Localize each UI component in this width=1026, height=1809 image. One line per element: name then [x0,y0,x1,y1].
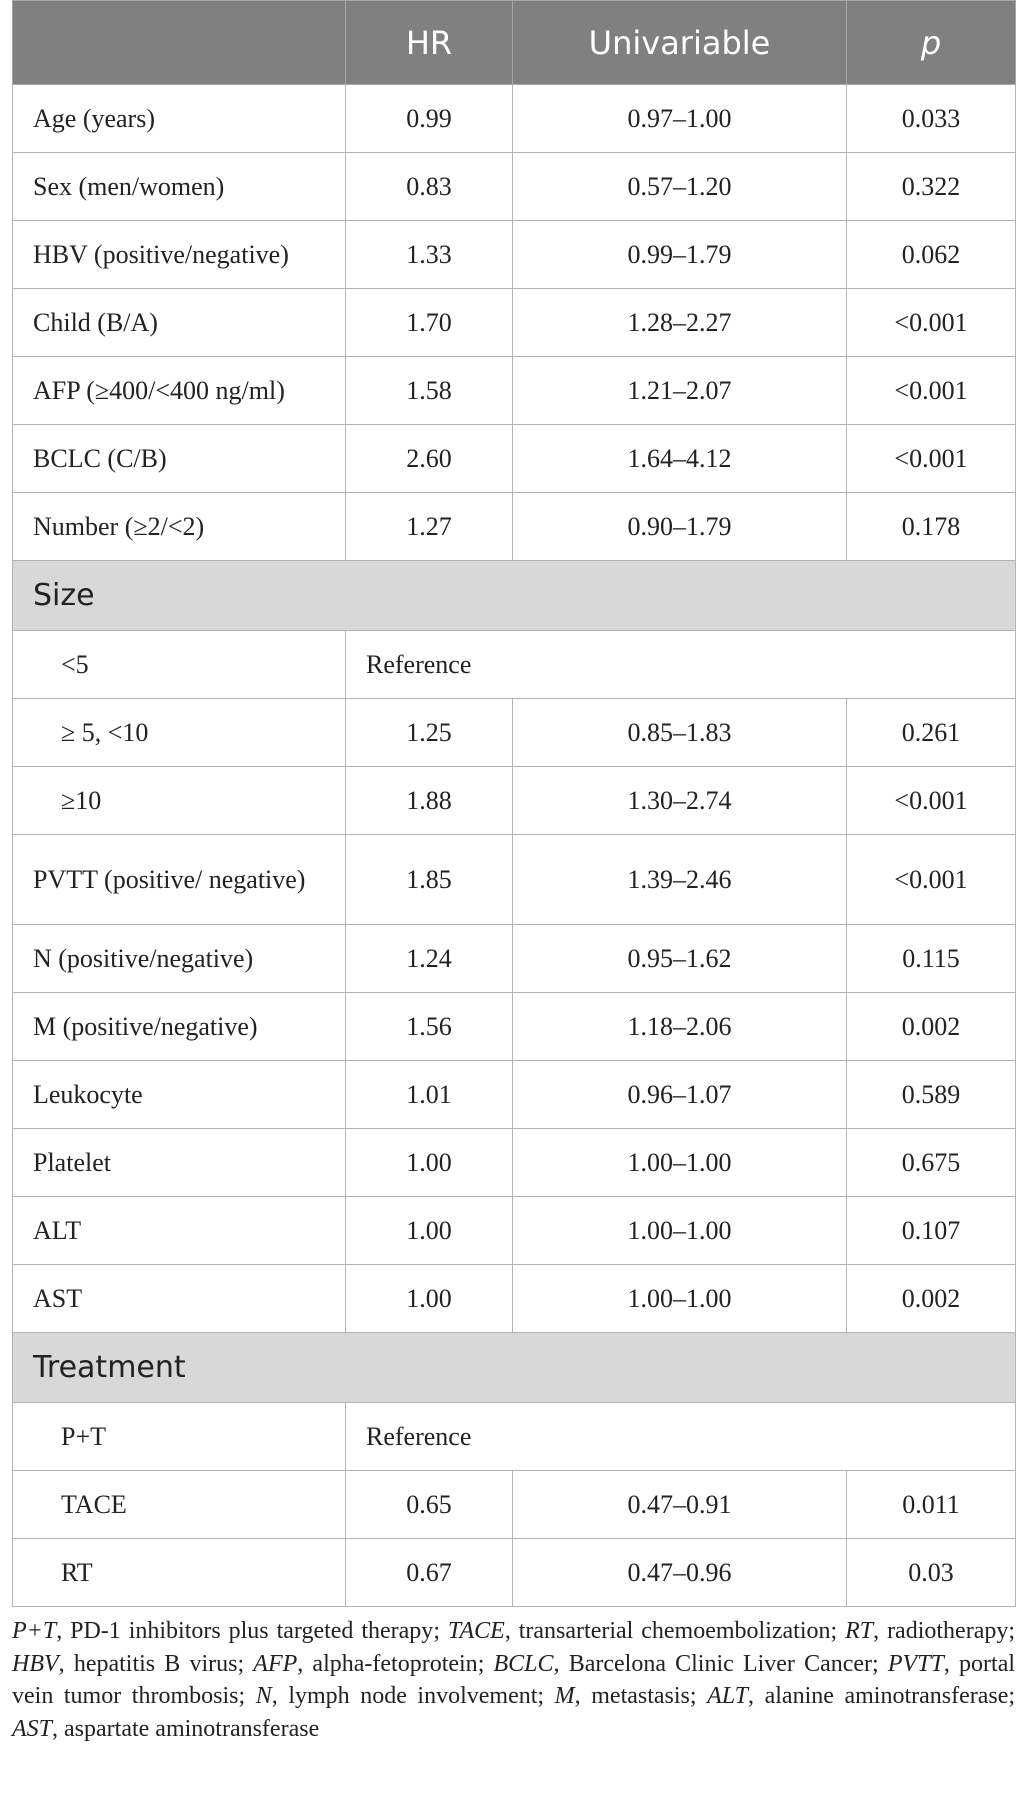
section-title: Size [13,561,1016,631]
p-value-cell: 0.011 [847,1471,1016,1539]
table-row [13,493,1016,561]
p-value-cell: 0.261 [847,699,1016,767]
hr-cell: 1.01 [346,1061,513,1129]
hr-cell: 1.25 [346,699,513,767]
row-label: ALT [13,1197,346,1265]
ci-cell: 1.39–2.46 [513,835,847,925]
footnote-definition: alanine aminotransferase [764,1683,1009,1709]
table-row [13,1403,1016,1471]
footnote-abbr: HBV [12,1650,59,1677]
p-value-cell: <0.001 [847,357,1016,425]
table-row [13,925,1016,993]
footnote-abbr: AFP [253,1650,298,1677]
table-row [13,767,1016,835]
table-row [13,1129,1016,1197]
ci-cell: 0.47–0.91 [513,1471,847,1539]
p-value-cell: 0.03 [847,1539,1016,1607]
row-label: Leukocyte [13,1061,346,1129]
ci-cell: 1.00–1.00 [513,1129,847,1197]
footnote-abbr: PVTT [887,1650,944,1677]
footnote-definition: radiotherapy [887,1618,1009,1644]
hr-cell: 1.88 [346,767,513,835]
section-header-row [13,561,1016,631]
hazard-ratio-table [12,0,1016,1607]
ci-cell: 1.00–1.00 [513,1265,847,1333]
p-value-cell: 0.002 [847,993,1016,1061]
table-container [12,0,1015,1745]
footnote-abbr: AST [12,1715,53,1742]
footnote-definition: alpha-fetoprotein [312,1650,478,1677]
ci-cell: 1.21–2.07 [513,357,847,425]
reference-cell: Reference [346,1403,1016,1471]
p-value-cell: <0.001 [847,767,1016,835]
table-row [13,1061,1016,1129]
header-p: p [847,1,1016,85]
header-univariable: Univariable [513,1,847,85]
ci-cell: 0.96–1.07 [513,1061,847,1129]
footnote-definition: aspartate aminotransferase [64,1715,320,1742]
row-label: Child (B/A) [13,289,346,357]
ci-cell: 0.95–1.62 [513,925,847,993]
hr-cell: 1.00 [346,1265,513,1333]
table-row [13,1471,1016,1539]
p-value-cell: 0.589 [847,1061,1016,1129]
ci-cell: 1.18–2.06 [513,993,847,1061]
hr-cell: 1.33 [346,221,513,289]
row-label: TACE [13,1471,346,1539]
footnote-definition: Barcelona Clinic Liver Cancer [568,1650,873,1677]
row-label: Platelet [13,1129,346,1197]
row-label: <5 [13,631,346,699]
footnote-abbr: RT [845,1618,874,1644]
footnote-definition: hepatitis B virus [73,1650,238,1677]
footnote-abbr: TACE [447,1618,505,1644]
p-value-cell: 0.062 [847,221,1016,289]
footnote-definition: PD-1 inhibitors plus targeted therapy [70,1618,434,1644]
section-title: Treatment [13,1333,1016,1403]
p-value-cell: <0.001 [847,289,1016,357]
table-row [13,1265,1016,1333]
footnote-abbr: M [554,1683,575,1709]
table-row [13,153,1016,221]
footnote-definition: lymph node involvement [288,1683,538,1709]
p-value-cell: 0.675 [847,1129,1016,1197]
section-header-row [13,1333,1016,1403]
footnote-abbr: BCLC [493,1650,554,1677]
ci-cell: 0.99–1.79 [513,221,847,289]
p-value-cell: 0.178 [847,493,1016,561]
row-label: Number (≥2/<2) [13,493,346,561]
table-row [13,699,1016,767]
row-label: BCLC (C/B) [13,425,346,493]
reference-cell: Reference [346,631,1016,699]
row-label: ≥ 5, <10 [13,699,346,767]
p-value-cell: 0.115 [847,925,1016,993]
row-label: AST [13,1265,346,1333]
row-label: N (positive/negative) [13,925,346,993]
p-value-cell: 0.033 [847,85,1016,153]
hr-cell: 1.00 [346,1129,513,1197]
footnote-definition: metastasis [591,1683,690,1709]
footnote: P+T, PD-1 inhibitors plus targeted therapy; TACE, transarterial chemoembolization; RT, radiotherapy; HBV, hepatitis B virus; AFP, alpha-fetoprotein; BCLC, Barcelona Clinic Liver Cancer; PVTT, portal vein tumor thrombosis; N, lymph node involvement; M, metastasis; ALT, alanine aminotransferase; AST, aspartate aminotransferase [12,1618,1016,1742]
row-label: ≥10 [13,767,346,835]
ci-cell: 0.90–1.79 [513,493,847,561]
row-label: Age (years) [13,85,346,153]
ci-cell: 1.00–1.00 [513,1197,847,1265]
ci-cell: 0.97–1.00 [513,85,847,153]
table-row [13,1539,1016,1607]
hr-cell: 1.85 [346,835,513,925]
row-label: PVTT (positive/ negative) [13,835,346,925]
ci-cell: 0.85–1.83 [513,699,847,767]
hr-cell: 1.58 [346,357,513,425]
header-row [13,1,1016,85]
hr-cell: 1.70 [346,289,513,357]
table-row [13,1197,1016,1265]
hr-cell: 0.83 [346,153,513,221]
table-row [13,221,1016,289]
table-row [13,631,1016,699]
table-row [13,85,1016,153]
row-label: Sex (men/women) [13,153,346,221]
p-value-cell: 0.002 [847,1265,1016,1333]
table-row [13,425,1016,493]
hr-cell: 0.67 [346,1539,513,1607]
row-label: P+T [13,1403,346,1471]
hr-cell: 0.99 [346,85,513,153]
hr-cell: 1.56 [346,993,513,1061]
hr-cell: 0.65 [346,1471,513,1539]
footnote-abbr: ALT [707,1683,749,1709]
row-label: M (positive/negative) [13,993,346,1061]
hr-cell: 1.27 [346,493,513,561]
footnote-abbr: P+T [12,1618,57,1644]
p-value-cell: <0.001 [847,835,1016,925]
table-row [13,357,1016,425]
row-label: RT [13,1539,346,1607]
hr-cell: 1.24 [346,925,513,993]
p-value-cell: 0.107 [847,1197,1016,1265]
header-hr: HR [346,1,513,85]
table-body [13,85,1016,1607]
ci-cell: 1.64–4.12 [513,425,847,493]
row-label: AFP (≥400/<400 ng/ml) [13,357,346,425]
table-row [13,993,1016,1061]
footnote-definition: portal vein tumor thrombosis [12,1650,1016,1709]
table-row [13,835,1016,925]
p-value-cell: <0.001 [847,425,1016,493]
header-label [13,1,346,85]
ci-cell: 1.30–2.74 [513,767,847,835]
table-row [13,289,1016,357]
footnote-abbr: N [255,1683,272,1709]
p-value-cell: 0.322 [847,153,1016,221]
ci-cell: 0.57–1.20 [513,153,847,221]
ci-cell: 0.47–0.96 [513,1539,847,1607]
footnote-definition: transarterial chemoembolization [518,1618,831,1644]
hr-cell: 2.60 [346,425,513,493]
hr-cell: 1.00 [346,1197,513,1265]
row-label: HBV (positive/negative) [13,221,346,289]
ci-cell: 1.28–2.27 [513,289,847,357]
